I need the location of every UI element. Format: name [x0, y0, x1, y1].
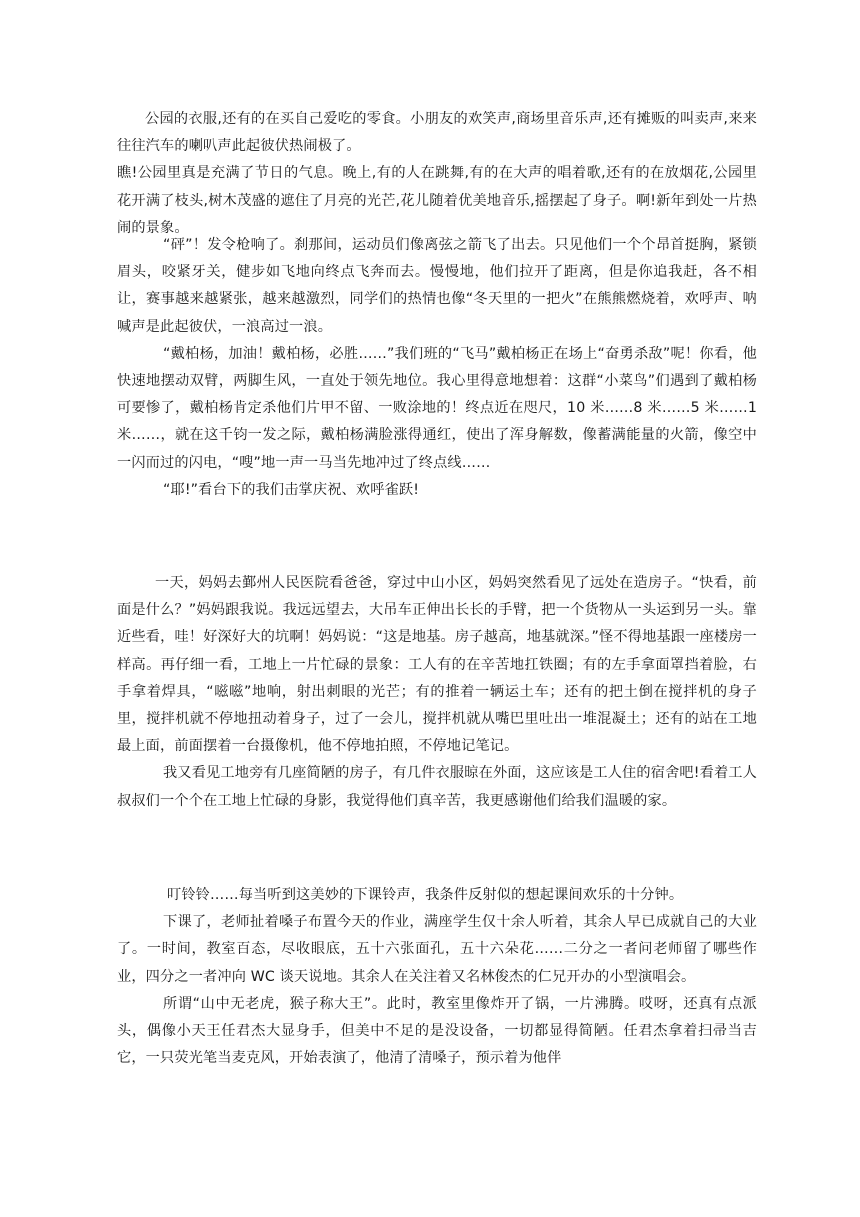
festival-section	[117, 106, 757, 242]
construction-section	[117, 570, 757, 815]
paragraph-bell: 叮铃铃……每当听到这美妙的下课铃声，我条件反射似的想起课间欢乐的十分钟。	[167, 887, 684, 903]
paragraph-workers-dorm: 我又看见工地旁有几座简陋的房子，有几件衣服晾在外面，这应该是工人住的宿舍吧!看着工人叔叔们一个个在工地上忙碌的身影，我觉得他们真辛苦，我更感谢他们给我们温暖的家。	[117, 765, 757, 809]
paragraph-race-start: “砰”！发令枪响了。刹那间，运动员们像离弦之箭飞了出去。只见他们一个个昂首挺胸，紧锁眉头，咬紧牙关，健步如飞地向终点飞奔而去。慢慢地，他们拉开了距离，但是你追我赶，各不相让，赛事越来越紧张，越来越激烈，同学们的热情也像“冬天里的一把火”在熊熊燃烧着，欢呼声、呐喊声是此起彼伏，一浪高过一浪。	[117, 237, 757, 335]
paragraph-park-night: 瞧!公园里真是充满了节日的气息。晚上,有的人在跳舞,有的在大声的唱着歌,还有的在放烟花,公园里花开满了枝头,树木茂盛的遮住了月亮的光芒,花儿随着优美地音乐,摇摆起了身子。啊!新年到处一片热闹的景象。	[117, 165, 757, 236]
recess-section	[117, 882, 757, 1072]
paragraph-race-finish: “戴柏杨，加油！戴柏杨，必胜……”我们班的“飞马”戴柏杨正在场上“奋勇杀敌”呢！你看，他快速地摆动双臂，两脚生风，一直处于领先地位。我心里得意地想着：这群“小菜鸟”们遇到了戴柏杨可要惨了，戴柏杨肯定杀他们片甲不留、一败涂地的！终点近在咫尺，10 米……8 米……5 米……1 米……，就在这千钧一发之际，戴柏杨满脸涨得通红，使出了浑身解数，像蓄满能量的火箭，像空中一闪而过的闪电，“嗖”地一声一马当先地冲过了终点线……	[117, 345, 757, 471]
paragraph-festival-crowd: 公园的衣服,还有的在买自己爱吃的零食。小朋友的欢笑声,商场里音乐声,还有摊贩的叫卖声,来来往往汽车的喇叭声此起彼伏热闹极了。	[117, 111, 757, 155]
paragraph-after-class: 下课了，老师扯着嗓子布置今天的作业，满座学生仅十余人听着，其余人早已成就自己的大业了。一时间，教室百态，尽收眼底，五十六张面孔，五十六朵花……二分之一者问老师留了哪些作业，四分之一者冲向 WC 谈天说地。其余人在关注着又名林俊杰的仁兄开办的小型演唱会。	[117, 914, 757, 985]
paragraph-construction-site: 一天，妈妈去鄞州人民医院看爸爸，穿过中山小区，妈妈突然看见了远处在造房子。“快看，前面是什么？”妈妈跟我说。我远远望去，大吊车正伸出长长的手臂，把一个货物从一头运到另一头。靠近些看，哇！好深好大的坑啊！妈妈说：“这是地基。房子越高，地基就深。”怪不得地基跟一座楼房一样高。再仔细一看，工地上一片忙碌的景象：工人有的在辛苦地扛铁圈；有的左手拿面罩挡着脸，右手拿着焊具，“嗞嗞”地响，射出刺眼的光芒；有的推着一辆运土车；还有的把土倒在搅拌机的身子里，搅拌机就不停地扭动着身子，过了一会儿，搅拌机就从嘴巴里吐出一堆混凝土；还有的站在工地最上面，前面摆着一台摄像机，他不停地拍照，不停地记笔记。	[117, 575, 757, 755]
paragraph-classroom-concert: 所谓“山中无老虎，猴子称大王”。此时，教室里像炸开了锅，一片沸腾。哎呀，还真有点派头，偶像小天王任君杰大显身手，但美中不足的是没设备，一切都显得简陋。任君杰拿着扫帚当吉它，一只荧光笔当麦克风，开始表演了，他清了清嗓子，预示着为他伴	[117, 995, 757, 1067]
race-section	[117, 232, 757, 504]
paragraph-race-cheer: “耶!”看台下的我们击掌庆祝、欢呼雀跃!	[163, 481, 420, 498]
